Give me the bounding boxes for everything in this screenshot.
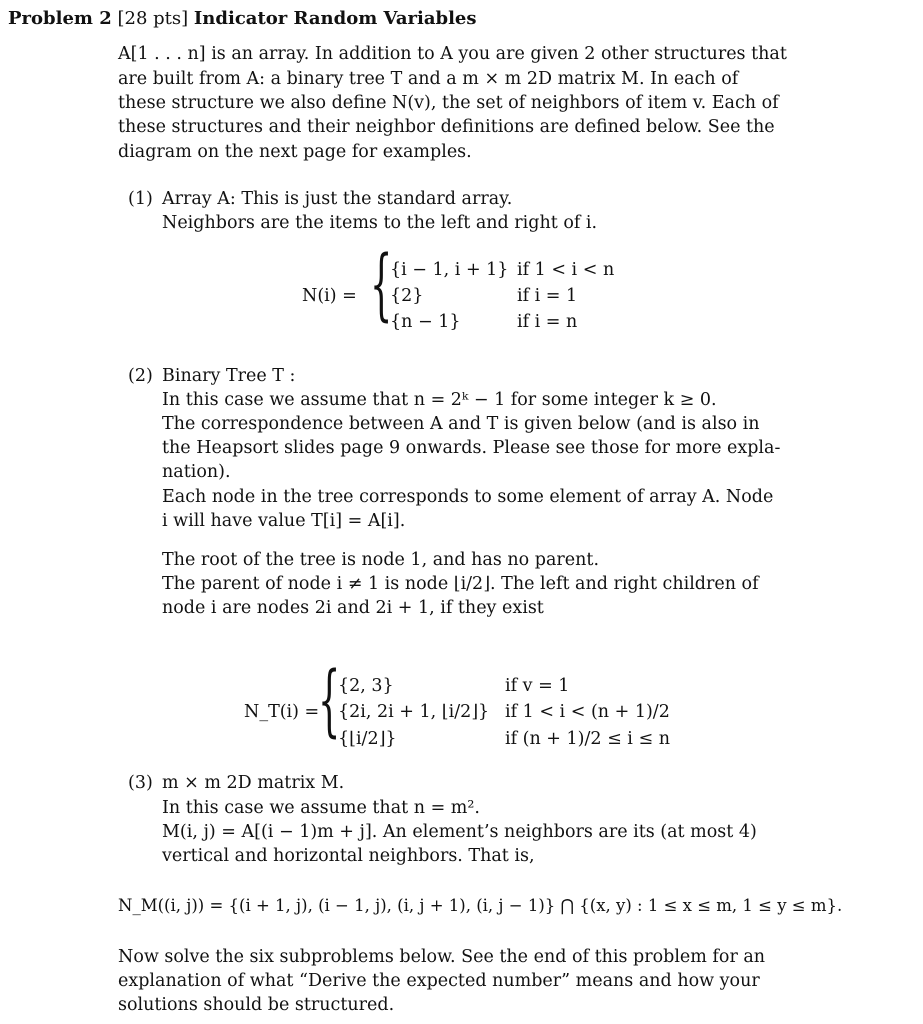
intro-line: diagram on the next page for examples. <box>118 142 472 162</box>
part1-case-value: {n − 1} <box>390 312 461 332</box>
part1-line: Array A: This is just the standard array. <box>162 189 513 209</box>
intro-line: A[1 . . . n] is an array. In addition to A you are given 2 other structures that <box>118 44 787 64</box>
part2-line: The parent of node i ≠ 1 is node ⌊i/2⌋. The left and right children of <box>162 574 759 594</box>
closing-line: solutions should be structured. <box>118 995 395 1015</box>
part3-line: M(i, j) = A[(i − 1)m + j]. An element’s neighbors are its (at most 4) <box>162 822 757 842</box>
part2-line: i will have value T[i] = A[i]. <box>162 511 406 531</box>
part2-case-value: {⌊i/2⌋} <box>338 729 397 749</box>
intro-line: these structure we also define N(v), the set of neighbors of item v. Each of <box>118 93 779 113</box>
part2-line: The root of the tree is node 1, and has no parent. <box>162 550 600 570</box>
part2-case-condition: if 1 < i < (n + 1)/2 <box>505 702 670 722</box>
intro-line: are built from A: a binary tree T and a m × m 2D matrix M. In each of <box>118 69 739 89</box>
part2-lhs: N_T(i) = <box>244 702 320 722</box>
part1-brace: { <box>370 240 393 330</box>
part3-line: vertical and horizontal neighbors. That is, <box>162 846 535 866</box>
part2-case-condition: if (n + 1)/2 ≤ i ≤ n <box>505 729 670 749</box>
part1-lhs: N(i) = <box>302 286 357 306</box>
part1-line: Neighbors are the items to the left and right of i. <box>162 213 598 233</box>
intro-line: these structures and their neighbor definitions are defined below. See the <box>118 117 775 137</box>
part2-line: node i are nodes 2i and 2i + 1, if they exist <box>162 598 544 618</box>
part2-line: the Heapsort slides page 9 onwards. Please see those for more expla- <box>162 438 781 458</box>
part3-line: m × m 2D matrix M. <box>162 773 345 793</box>
problem-heading <box>8 8 477 29</box>
part2-line: The correspondence between A and T is given below (and is also in <box>162 414 760 434</box>
part1-case-condition: if 1 < i < n <box>517 260 615 280</box>
part3-number: (3) <box>128 773 153 793</box>
part2-case-value: {2i, 2i + 1, ⌊i/2⌋} <box>338 702 490 722</box>
part2-brace: { <box>318 656 341 746</box>
part2-case-condition: if v = 1 <box>505 676 570 696</box>
part2-line: Each node in the tree corresponds to some element of array A. Node <box>162 487 774 507</box>
problem-points: [28 pts] <box>117 8 189 29</box>
part3-line: In this case we assume that n = m². <box>162 798 480 818</box>
part2-number: (2) <box>128 366 153 386</box>
closing-line: explanation of what “Derive the expected number” means and how your <box>118 971 760 991</box>
closing-line: Now solve the six subproblems below. See the end of this problem for an <box>118 947 766 967</box>
part1-case-condition: if i = n <box>517 312 578 332</box>
part3-formula: N_M((i, j)) = {(i + 1, j), (i − 1, j), (i, j + 1), (i, j − 1)} ⋂ {(x, y) : 1 ≤ x ≤ m, 1 ≤ y ≤ m}. <box>118 896 843 915</box>
part2-line: In this case we assume that n = 2ᵏ − 1 for some integer k ≥ 0. <box>162 390 717 410</box>
part1-case-value: {i − 1, i + 1} <box>390 260 509 280</box>
part2-line: nation). <box>162 462 231 482</box>
part1-number: (1) <box>128 189 153 209</box>
problem-label: Problem 2 <box>8 8 112 29</box>
part2-line: Binary Tree T : <box>162 366 296 386</box>
part1-case-value: {2} <box>390 286 424 306</box>
part2-case-value: {2, 3} <box>338 676 394 696</box>
problem-title: Indicator Random Variables <box>193 8 477 29</box>
part1-case-condition: if i = 1 <box>517 286 578 306</box>
